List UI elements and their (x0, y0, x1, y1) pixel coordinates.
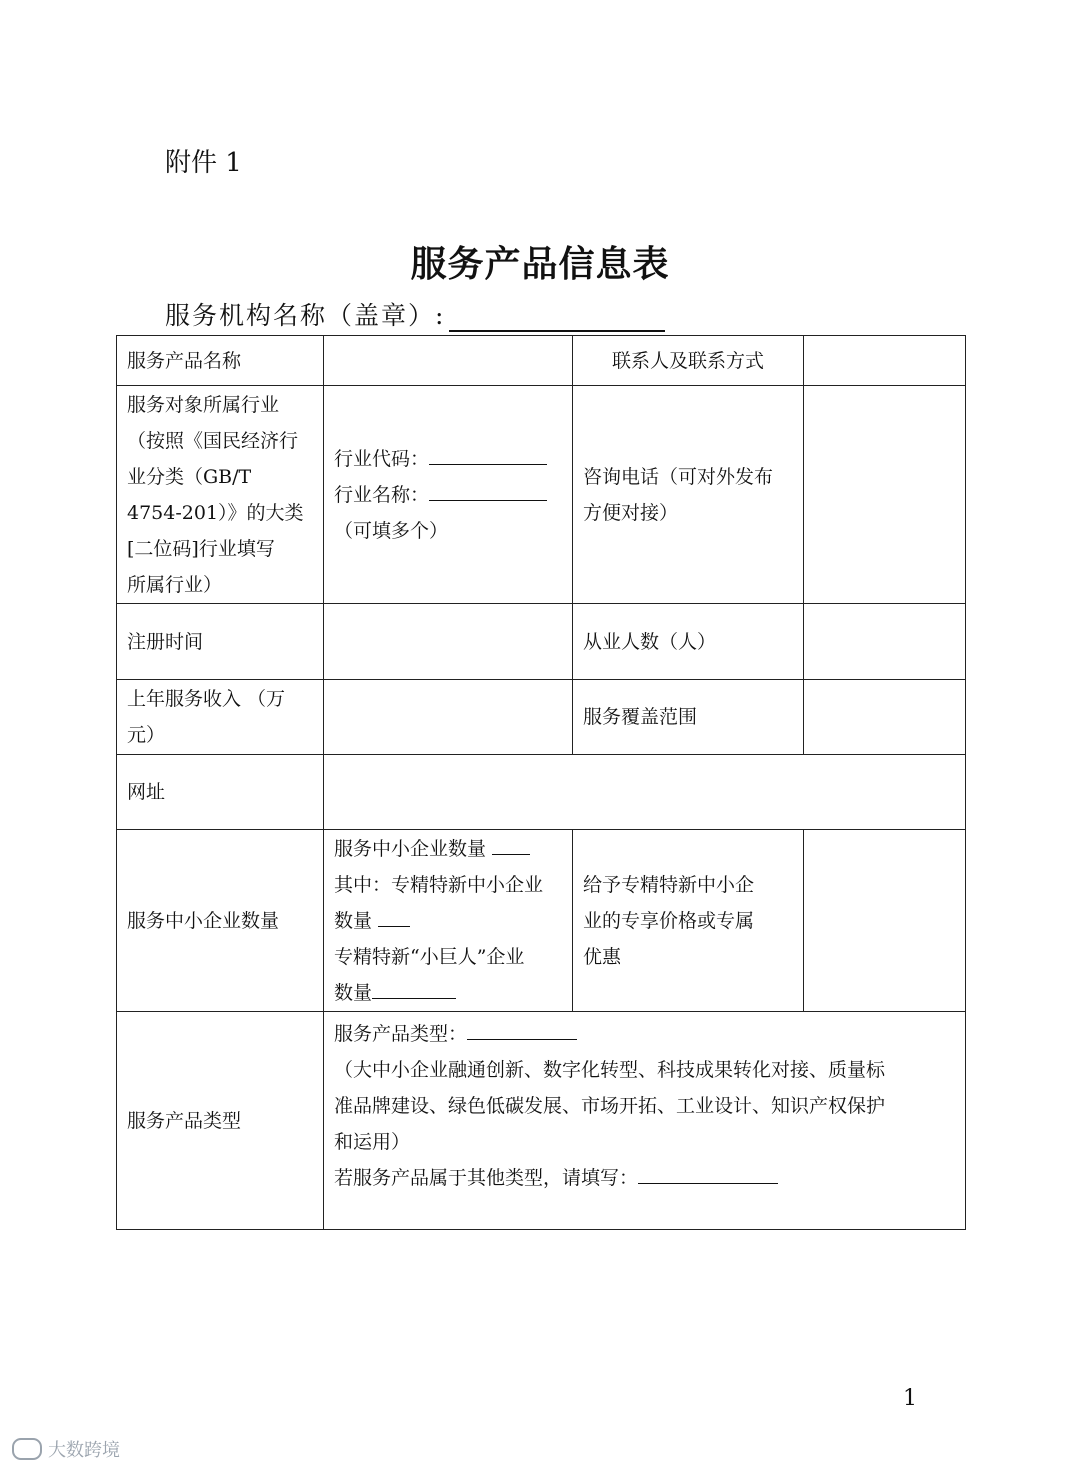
watermark (12, 1436, 120, 1462)
sme-line (334, 903, 562, 939)
industry-name-label: 行业名称： (334, 483, 430, 506)
discount-label-line: 给予专精特新中小企 (583, 873, 755, 896)
sme-count-value (324, 830, 573, 1012)
industry-multi-note: （可填多个） (334, 519, 449, 542)
hotline-label-line: 咨询电话（可对外发布 (583, 465, 774, 488)
industry-label-line: 所属行业） (127, 573, 223, 596)
sme-line: 其中：专精特新中小企业 (334, 873, 544, 896)
industry-code-line (334, 441, 562, 477)
type-line: （大中小企业融通创新、数字化转型、科技成果转化对接、质量标 (334, 1059, 886, 1081)
other-type-blank[interactable] (638, 1161, 778, 1184)
industry-label-line: 业分类（GB/T (127, 465, 252, 488)
industry-name-blank[interactable] (429, 478, 547, 501)
specialized-count-blank[interactable] (378, 904, 410, 927)
org-name-blank[interactable] (449, 302, 665, 332)
contact-label: 联系人及联系方式 (573, 336, 804, 386)
discount-label-line: 优惠 (583, 945, 622, 968)
watermark-logo-icon (12, 1438, 42, 1460)
coverage-label: 服务覆盖范围 (573, 680, 804, 755)
hotline-value[interactable] (804, 386, 966, 604)
attachment-label: 附件 1 (165, 148, 242, 178)
revenue-label-line: 元） (127, 724, 166, 746)
info-table (116, 335, 966, 1230)
product-type-value (324, 1012, 966, 1230)
discount-label-line: 业的专享价格或专属 (583, 909, 755, 932)
industry-label-line: 4754-201）》的大类 (127, 501, 304, 524)
website-label: 网址 (117, 755, 324, 830)
industry-label-line: [二位码]行业填写 (127, 537, 275, 560)
sme-line-text: 服务中小企业数量 (334, 837, 487, 860)
type-line-text: 服务产品类型： (334, 1023, 468, 1045)
discount-value[interactable] (804, 830, 966, 1012)
little-giant-count-blank[interactable] (372, 976, 456, 999)
website-value[interactable] (324, 755, 966, 830)
register-value[interactable] (324, 604, 573, 680)
industry-label-line: （按照《国民经济行 (127, 429, 299, 452)
industry-code-blank[interactable] (429, 442, 547, 465)
type-line (334, 1160, 955, 1196)
discount-label (573, 830, 804, 1012)
sme-line (334, 831, 562, 867)
hotline-label (573, 386, 804, 604)
industry-label (117, 386, 324, 604)
register-label: 注册时间 (117, 604, 324, 680)
sme-line: 专精特新“小巨人”企业 (334, 945, 525, 968)
staff-value[interactable] (804, 604, 966, 680)
coverage-value[interactable] (804, 680, 966, 755)
contact-value[interactable] (804, 336, 966, 386)
staff-label: 从业人数（人） (573, 604, 804, 680)
watermark-text: 大数跨境 (48, 1440, 120, 1461)
page-number: 1 (903, 1386, 917, 1411)
hotline-label-line: 方便对接） (583, 501, 679, 524)
type-line-text: 若服务产品属于其他类型，请填写： (334, 1167, 639, 1189)
sme-line (334, 975, 562, 1011)
page-title: 服务产品信息表 (410, 243, 670, 285)
product-type-label: 服务产品类型 (117, 1012, 324, 1230)
org-name-line (165, 296, 665, 332)
sme-line-text: 数量 (334, 909, 373, 932)
sme-line-text: 数量 (334, 981, 373, 1004)
type-line (334, 1016, 955, 1052)
type-line: 和运用） (334, 1131, 411, 1153)
sme-count-blank[interactable] (492, 832, 530, 855)
sme-count-label: 服务中小企业数量 (117, 830, 324, 1012)
org-name-label: 服务机构名称（盖章）: (165, 301, 446, 330)
product-name-label: 服务产品名称 (117, 336, 324, 386)
product-type-blank[interactable] (467, 1017, 577, 1040)
industry-value (324, 386, 573, 604)
industry-label-line: 服务对象所属行业 (127, 393, 280, 416)
revenue-label-line: 上年服务收入 （万 (127, 688, 286, 710)
industry-code-label: 行业代码： (334, 447, 430, 470)
product-name-value[interactable] (324, 336, 573, 386)
revenue-value[interactable] (324, 680, 573, 755)
type-line: 准品牌建设、绿色低碳发展、市场开拓、工业设计、知识产权保护 (334, 1095, 886, 1117)
industry-name-line (334, 477, 562, 513)
revenue-label (117, 680, 324, 755)
